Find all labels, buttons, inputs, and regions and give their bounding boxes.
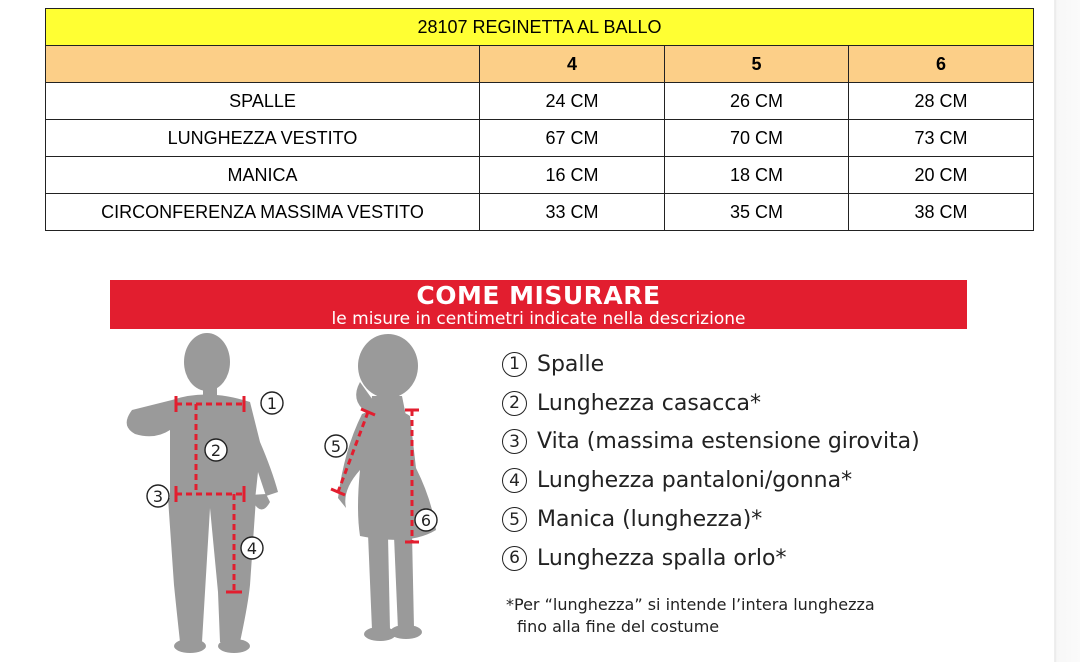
svg-text:3: 3: [152, 487, 164, 506]
row-label: SPALLE: [46, 83, 480, 120]
table-cell: 24 CM: [480, 83, 665, 120]
table-cell: 35 CM: [665, 194, 849, 231]
legend-text: Manica (lunghezza)*: [537, 507, 763, 533]
legend-item: [502, 500, 920, 539]
table-row: [46, 157, 1034, 194]
table-row: [46, 120, 1034, 157]
header-empty-cell: [46, 46, 480, 83]
table-cell: 38 CM: [849, 194, 1034, 231]
legend-text: Vita (massima estensione girovita): [537, 429, 920, 455]
table-row: [46, 83, 1034, 120]
size-header: 4: [480, 46, 665, 83]
table-row: [46, 194, 1034, 231]
legend-text: Lunghezza pantaloni/gonna*: [537, 468, 853, 494]
legend-text: Lunghezza spalla orlo*: [537, 545, 787, 571]
footnote-line: *Per “lunghezza” si intende l’intera lunghezza: [506, 595, 875, 614]
marker-5-icon: [325, 435, 347, 457]
row-label: LUNGHEZZA VESTITO: [46, 120, 480, 157]
girl-silhouette: [338, 334, 436, 641]
table-cell: 33 CM: [480, 194, 665, 231]
legend-item: [502, 539, 920, 578]
circled-number-icon: 1: [502, 352, 527, 377]
length-footnote: [506, 594, 976, 638]
page-edge: [1054, 0, 1080, 662]
marker-6-icon: [415, 509, 437, 531]
size-table: [45, 8, 1034, 231]
size-header: 6: [849, 46, 1034, 83]
table-cell: 67 CM: [480, 120, 665, 157]
table-cell: 18 CM: [665, 157, 849, 194]
circled-number-icon: 6: [502, 546, 527, 571]
legend-text: Spalle: [537, 351, 605, 377]
guide-subtitle: le misure in centimetri indicate nella descrizione: [331, 309, 746, 329]
table-cell: 16 CM: [480, 157, 665, 194]
table-cell: 28 CM: [849, 83, 1034, 120]
svg-text:6: 6: [420, 511, 432, 530]
table-title: 28107 REGINETTA AL BALLO: [46, 9, 1034, 46]
table-cell: 20 CM: [849, 157, 1034, 194]
legend-text: Lunghezza casacca*: [537, 390, 761, 416]
svg-text:2: 2: [210, 441, 222, 460]
svg-text:1: 1: [266, 394, 278, 413]
legend-item: [502, 384, 920, 423]
row-label: CIRCONFERENZA MASSIMA VESTITO: [46, 194, 480, 231]
measure-guide-banner: [110, 280, 967, 329]
marker-1-icon: [261, 392, 283, 414]
legend-item: [502, 423, 920, 462]
table-cell: 73 CM: [849, 120, 1034, 157]
table-cell: 26 CM: [665, 83, 849, 120]
marker-3-icon: [147, 485, 169, 507]
circled-number-icon: 4: [502, 468, 527, 493]
table-cell: 70 CM: [665, 120, 849, 157]
legend-item: [502, 461, 920, 500]
marker-4-icon: [241, 537, 263, 559]
circled-number-icon: 2: [502, 391, 527, 416]
table-title-row: [46, 9, 1034, 46]
guide-title: COME MISURARE: [416, 281, 661, 310]
footnote-line: fino alla fine del costume: [517, 617, 720, 636]
table-header-row: [46, 46, 1034, 83]
svg-text:4: 4: [246, 539, 258, 558]
size-header: 5: [665, 46, 849, 83]
measure-legend: [502, 345, 920, 578]
legend-item: [502, 345, 920, 384]
svg-text:5: 5: [330, 437, 342, 456]
measurement-illustration: [110, 330, 450, 662]
marker-2-icon: [205, 439, 227, 461]
circled-number-icon: 5: [502, 507, 527, 532]
row-label: MANICA: [46, 157, 480, 194]
circled-number-icon: 3: [502, 429, 527, 454]
